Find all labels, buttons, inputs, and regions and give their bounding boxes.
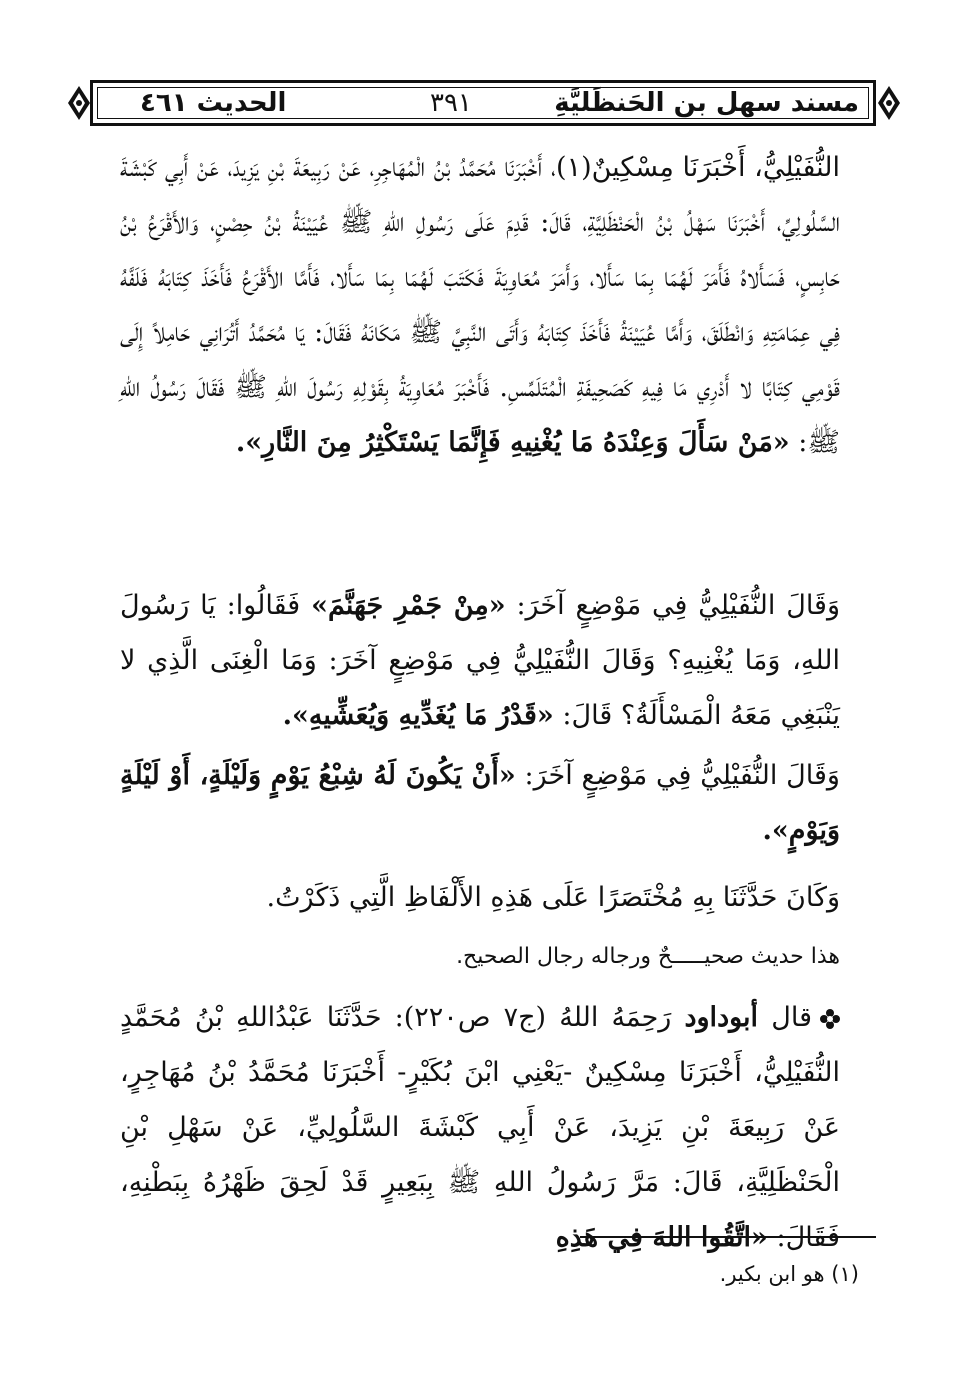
- header-title: مسند سهل بن الحَنظَليَّةِ: [554, 88, 859, 118]
- paragraph-2-text-a: وَقَالَ النُّفَيْلِيُّ فِي مَوْضِعٍ آخَرَ:: [516, 590, 840, 621]
- footnote-separator: [580, 1236, 876, 1238]
- paragraph-6-name: أبوداود: [684, 1002, 759, 1033]
- flower-bullet-icon: [820, 1009, 840, 1029]
- paragraph-3-quote: «أَنْ يَكُونَ لَهُ شِبْعُ يَوْمٍ وَلَيْلَةٍ، أَوْ لَيْلَةٍ وَيَوْمٍ».: [120, 760, 840, 846]
- paragraph-6-text-a: قال: [771, 1002, 812, 1033]
- paragraph-1: [120, 140, 840, 565]
- ornament-right-icon: [876, 82, 902, 124]
- paragraph-3-text: وَقَالَ النُّفَيْلِيُّ فِي مَوْضِعٍ آخَرَ:: [524, 760, 840, 791]
- footnote: (١) هو ابن بكير.: [719, 1262, 859, 1286]
- paragraph-4: [120, 870, 870, 926]
- hadith-number: الحديث ٤٦١: [140, 88, 287, 118]
- paragraph-2-text-b: فَقَالُوا: يَا رَسُولَ اللهِ، وَمَا يُغْنِيهِ؟ وَقَالَ النُّفَيْلِيُّ فِي مَوْضِعٍ آخَرَ: وَمَا الْغِنَى الَّذِي لا يَنْبَغِي مَعَهُ الْمَسْأَلَةُ؟ قَالَ:: [120, 590, 840, 731]
- page-number: ٣٩١: [430, 88, 472, 118]
- paragraph-6-quote: «اتَّقُوا اللهَ فِي هَذِهِ: [555, 1222, 768, 1253]
- paragraph-6: [120, 990, 840, 1253]
- grading-note-text: هذا حديث صحيـــــحٌ ورجاله رجال الصحيح.: [456, 944, 840, 969]
- paragraph-6-text-b: رَحِمَهُ اللهُ (ج٧ ص٢٢٠): حَدَّثَنَا عَبْدُاللهِ بْنُ مُحَمَّدٍ النُّفَيْلِيُّ، أَخْبَرَنَا مِسْكِينٌ -يَعْنِي ابْنَ بُكَيْرٍ- أَخْبَرَنَا مُحَمَّدُ بْنُ مُهَاجِرٍ، عَنْ رَبِيعَةَ بْنِ يَزِيدَ، عَنْ أَبِي كَبْشَةَ السَّلُولِيِّ، عَنْ سَهْلِ بْنِ الْحَنْظَلِيَّةِ، قَالَ: مَرَّ رَسُولُ اللهِ ﷺ بِبَعِيرٍ قَدْ لَحِقَ ظَهْرُهُ بِبَطْنِهِ، فَقَالَ:: [120, 1002, 840, 1253]
- ornament-left-icon: [66, 82, 92, 124]
- paragraph-2-quote-2: «قَدْرُ مَا يُغَدِّيهِ وَيُعَشِّيهِ».: [282, 700, 554, 731]
- paragraph-2: [120, 578, 870, 738]
- paragraph-3: [120, 748, 870, 858]
- grading-note: [120, 940, 870, 980]
- paragraph-1-quote: «مَنْ سَأَلَ وَعِنْدَهُ مَا يُغْنِيهِ فَإِنَّمَا يَسْتَكْثِرُ مِنَ النَّارِ».: [235, 427, 790, 458]
- paragraph-1-text: النُّفَيْلِيُّ، أَخْبَرَنَا مِسْكِينٌ(١)، أَخْبَرَنَا مُحَمَّدُ بْنُ الْمُهَاجِرِ، عَنْ رَبِيعَةَ بْنِ يَزِيدَ، عَنْ أَبِي كَبْشَةَ السَّلُولِيِّ، أَخْبَرَنَا سَهْلُ بْنُ الْحَنْظَلِيَّةِ، قَالَ: قَدِمَ عَلَى رَسُولِ اللهِ ﷺ عُيَيْنَةُ بْنُ حِصْنٍ، وَالأَقْرَعُ بْنُ حَابِسٍ، فَسَأَلاهُ فَأَمَرَ لَهُمَا بِمَا سَأَلا، وَأَمَرَ مُعَاوِيَةَ فَكَتَبَ لَهُمَا بِمَا سَأَلا، فَأَمَّا الأَقْرَعُ فَأَخَذَ كِتَابَهُ فَلَفَّهُ فِي عِمَامَتِهِ وَانْطَلَقَ، وَأَمَّا عُيَيْنَةُ فَأَخَذَ كِتَابَهُ وَأَتَى النَّبِيَّ ﷺ مَكَانَهُ فَقَالَ: يَا مُحَمَّدُ أَتُرَانِي حَامِلاً إِلَى قَوْمِي كِتَابًا لا أَدْرِي مَا فِيهِ كَصَحِيفَةِ الْمُتَلَمِّسِ. فَأَخْبَرَ مُعَاوِيَةُ بِقَوْلِهِ رَسُولَ اللهِ ﷺ فَقَالَ رَسُولُ اللهِ ﷺ:: [120, 152, 840, 458]
- paragraph-4-text: وَكَانَ حَدَّثَنَا بِهِ مُخْتَصَرًا عَلَى هَذِهِ الأَلْفَاظِ الَّتِي ذَكَرْتُ.: [266, 882, 840, 913]
- paragraph-2-quote-1: «مِنْ جَمْرِ جَهَنَّمَ»: [311, 590, 506, 621]
